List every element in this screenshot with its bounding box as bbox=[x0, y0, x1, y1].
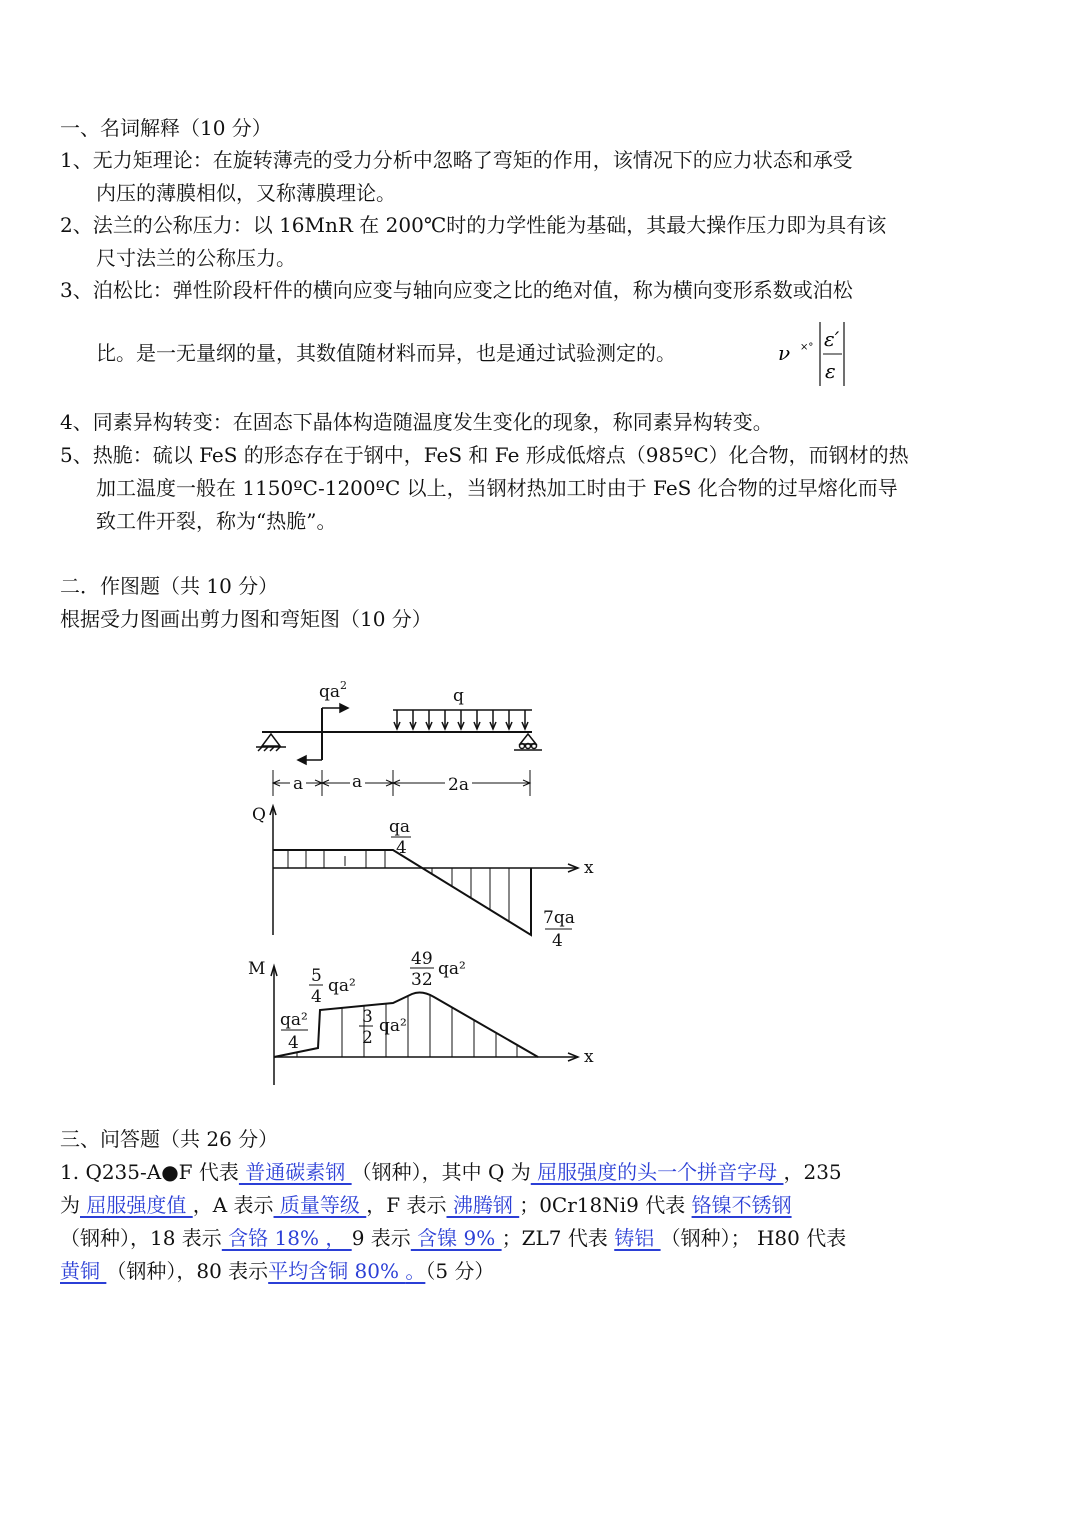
moment-l4-tail: qa² bbox=[438, 959, 466, 979]
moment-l4-num: 49 bbox=[411, 949, 433, 969]
q1-text: 1. Q235-A●F 代表 bbox=[60, 1160, 239, 1184]
item1-line1: 1、无力矩理论：在旋转薄壳的受力分析中忽略了弯矩的作用，该情况下的应力状态和承受 bbox=[60, 148, 853, 172]
item2-line2: 尺寸法兰的公称压力。 bbox=[96, 246, 296, 270]
answer-blank-3: 屈服强度值 bbox=[80, 1193, 193, 1217]
answer-blank-5: 沸腾钢 bbox=[446, 1193, 520, 1217]
item2-line1: 2、法兰的公称压力：以 16MnR 在 200℃时的力学性能为基础，其最大操作压力即为具有该 bbox=[60, 213, 887, 237]
item5-line2: 加工温度一般在 1150ºC-1200ºC 以上，当钢材热加工时由于 FeS 化合物的过早熔化而导 bbox=[96, 476, 898, 500]
shear-top-den: 4 bbox=[396, 838, 407, 858]
moment-l1-den: 4 bbox=[288, 1033, 299, 1053]
load-label: q bbox=[453, 686, 464, 706]
q1-text: （钢种），其中 Q 为 bbox=[351, 1160, 531, 1184]
answer-blank-9: 铸铝 bbox=[614, 1226, 661, 1250]
q1-line1 bbox=[60, 1158, 842, 1186]
moment-l3-num: 3 bbox=[362, 1007, 373, 1027]
dim-a2: a bbox=[352, 772, 363, 792]
moment-l2-num: 5 bbox=[311, 966, 322, 986]
moment-l4-den: 32 bbox=[411, 970, 433, 990]
q1-text: ；ZL7 代表 bbox=[501, 1226, 615, 1250]
shear-bottom-num: 7qa bbox=[543, 908, 575, 928]
shear-top-num: qa bbox=[389, 817, 411, 837]
section3-heading: 三、问答题（共 26 分） bbox=[60, 1127, 279, 1151]
dim-a1: a bbox=[293, 774, 304, 794]
answer-blank-6: 铬镍不锈钢 bbox=[691, 1193, 792, 1217]
answer-blank-11: 平均含铜 80% bbox=[268, 1259, 406, 1283]
q1-text: （钢种），80 表示 bbox=[106, 1259, 269, 1283]
shear-axis-y-label: Q bbox=[252, 805, 266, 825]
moment-axis-y-label: M bbox=[248, 959, 266, 979]
shear-bottom-den: 4 bbox=[552, 931, 563, 951]
shear-curve bbox=[273, 850, 531, 935]
dim-2a: 2a bbox=[448, 775, 469, 795]
q1-text: （钢种）； H80 代表 bbox=[660, 1226, 847, 1250]
moment-l2-den: 4 bbox=[311, 987, 322, 1007]
answer-blank-10: 黄铜 bbox=[60, 1259, 107, 1283]
shear-hatch bbox=[288, 850, 509, 921]
answer-blank-7: 含铬 18% ， bbox=[221, 1226, 352, 1250]
q1-text: ，A 表示 bbox=[192, 1193, 274, 1217]
formula-nu: ν bbox=[778, 341, 791, 365]
q1-text: 为 bbox=[60, 1193, 80, 1217]
answer-blank-8: 含镍 9% bbox=[410, 1226, 502, 1250]
answer-blank-2: 屈服强度的头一个拼音字母 bbox=[530, 1160, 784, 1184]
item5-line1: 5、热脆：硫以 FeS 的形态存在于钢中，FeS 和 Fe 形成低熔点（985ºC）化合物，而钢材的热 bbox=[60, 443, 909, 467]
moment-axis-x-label: x bbox=[584, 1047, 594, 1067]
roller-support bbox=[520, 734, 536, 744]
answer-blank-1: 普通碳素钢 bbox=[238, 1160, 352, 1184]
item4-line1: 4、同素异构转变：在固态下晶体构造随温度发生变化的现象，称同素异构转变。 bbox=[60, 410, 773, 434]
item3-line1: 3、泊松比：弹性阶段杆件的横向应变与轴向应变之比的绝对值，称为横向变形系数或泊松 bbox=[60, 278, 853, 302]
shear-axis-x-label: x bbox=[584, 858, 594, 878]
dimension-lines bbox=[273, 770, 530, 796]
q1-text: ，235 bbox=[783, 1160, 842, 1184]
pin-support bbox=[262, 734, 280, 746]
moment-l1-num: qa² bbox=[280, 1010, 308, 1030]
item5-line3: 致工件开裂，称为“热脆”。 bbox=[96, 509, 337, 533]
moment-l3-den: 2 bbox=[362, 1028, 373, 1048]
couple-label-exp: 2 bbox=[340, 679, 347, 692]
item3-line2: 比。是一无量纲的量，其数值随材料而异，也是通过试验测定的。 bbox=[96, 341, 676, 365]
section2-heading: 二．作图题（共 10 分） bbox=[60, 574, 279, 598]
answer-blank-4: 质量等级 bbox=[273, 1193, 367, 1217]
moment-l2-tail: qa² bbox=[328, 976, 356, 996]
load-arrows bbox=[394, 710, 528, 729]
section2-subheading: 根据受力图画出剪力图和弯矩图（10 分） bbox=[60, 607, 432, 631]
formula-denominator: ε bbox=[825, 359, 836, 383]
section1-heading: 一、名词解释（10 分） bbox=[60, 116, 272, 140]
q1-line4 bbox=[60, 1257, 494, 1285]
item1-line2: 内压的薄膜相似，又称薄膜理论。 bbox=[96, 181, 396, 205]
formula-symbol: ×° bbox=[800, 342, 814, 353]
q1-text: ；0Cr18Ni9 代表 bbox=[519, 1193, 692, 1217]
q1-text: 9 表示 bbox=[351, 1226, 411, 1250]
q1-line3 bbox=[60, 1224, 846, 1252]
q1-text: （5 分） bbox=[425, 1259, 495, 1283]
q1-text: ，F 表示 bbox=[366, 1193, 447, 1217]
q1-text: （钢种），18 表示 bbox=[60, 1226, 222, 1250]
answer-blank-12: 。 bbox=[405, 1259, 426, 1283]
moment-l3-tail: qa² bbox=[379, 1016, 407, 1036]
couple-label: qa bbox=[319, 682, 341, 702]
formula-numerator: ε′ bbox=[824, 327, 840, 351]
q1-line2 bbox=[60, 1191, 792, 1219]
